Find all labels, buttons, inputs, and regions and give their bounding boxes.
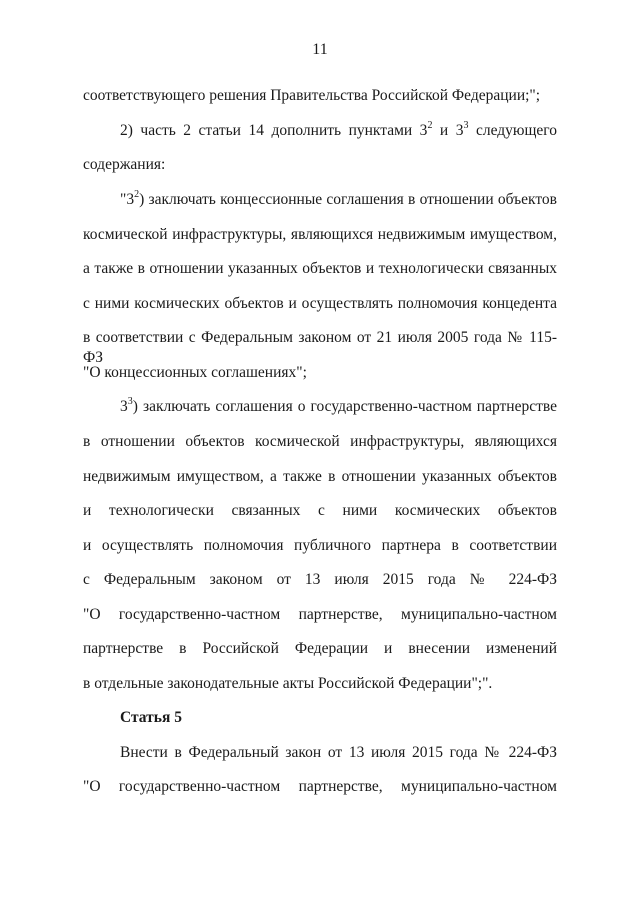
text-line: космической инфраструктуры, являющихся недвижимым имуществом, <box>83 226 557 243</box>
text-line: "$3^2$) заключать концессионные соглашения в отношении объектов <box>120 188 557 208</box>
article-heading: Статья 5 <box>120 709 182 726</box>
text-line: "О концессионных соглашениях"; <box>83 364 307 381</box>
text-line: с ними космических объектов и осуществлять полномочия концедента <box>83 295 557 312</box>
superscript: 3 <box>463 119 469 131</box>
superscript: 3 <box>127 395 133 407</box>
text-line: соответствующего решения Правительства Российской Федерации;"; <box>83 87 541 104</box>
text-line: в отдельные законодательные акты Российской Федерации";". <box>83 675 493 692</box>
text-line: и технологически связанных с ними космических объектов <box>83 502 557 519</box>
text-line: "О государственно-частном партнерстве, муниципально-частном <box>83 606 557 623</box>
text-line: а также в отношении указанных объектов и технологически связанных <box>83 260 557 277</box>
text-line: партнерстве в Российской Федерации и внесении изменений <box>83 640 557 657</box>
text-line: в соответствии с Федеральным законом от 21 июля 2005 года № 115-ФЗ <box>83 329 557 366</box>
text-line: с Федеральным законом от 13 июля 2015 года № 224-ФЗ <box>83 571 557 588</box>
superscript: 2 <box>427 119 433 131</box>
text-line: содержания: <box>83 156 166 173</box>
text-line: недвижимым имуществом, а также в отношении указанных объектов <box>83 468 557 485</box>
text-line: в отношении объектов космической инфраструктуры, являющихся <box>83 433 557 450</box>
text-line: Внести в Федеральный закон от 13 июля 2015 года № 224-ФЗ <box>120 744 557 761</box>
superscript: 2 <box>134 188 140 200</box>
text-line: "О государственно-частном партнерстве, муниципально-частном <box>83 778 557 795</box>
text-line: $3^3$) заключать соглашения о государственно-частном партнерстве <box>120 395 557 415</box>
text-line: и осуществлять полномочия публичного партнера в соответствии <box>83 537 557 554</box>
page-number: 11 <box>312 41 328 58</box>
text-line: 2) часть 2 статьи 14 дополнить пунктами $3^2$ и $3^3$ следующего <box>120 119 557 139</box>
